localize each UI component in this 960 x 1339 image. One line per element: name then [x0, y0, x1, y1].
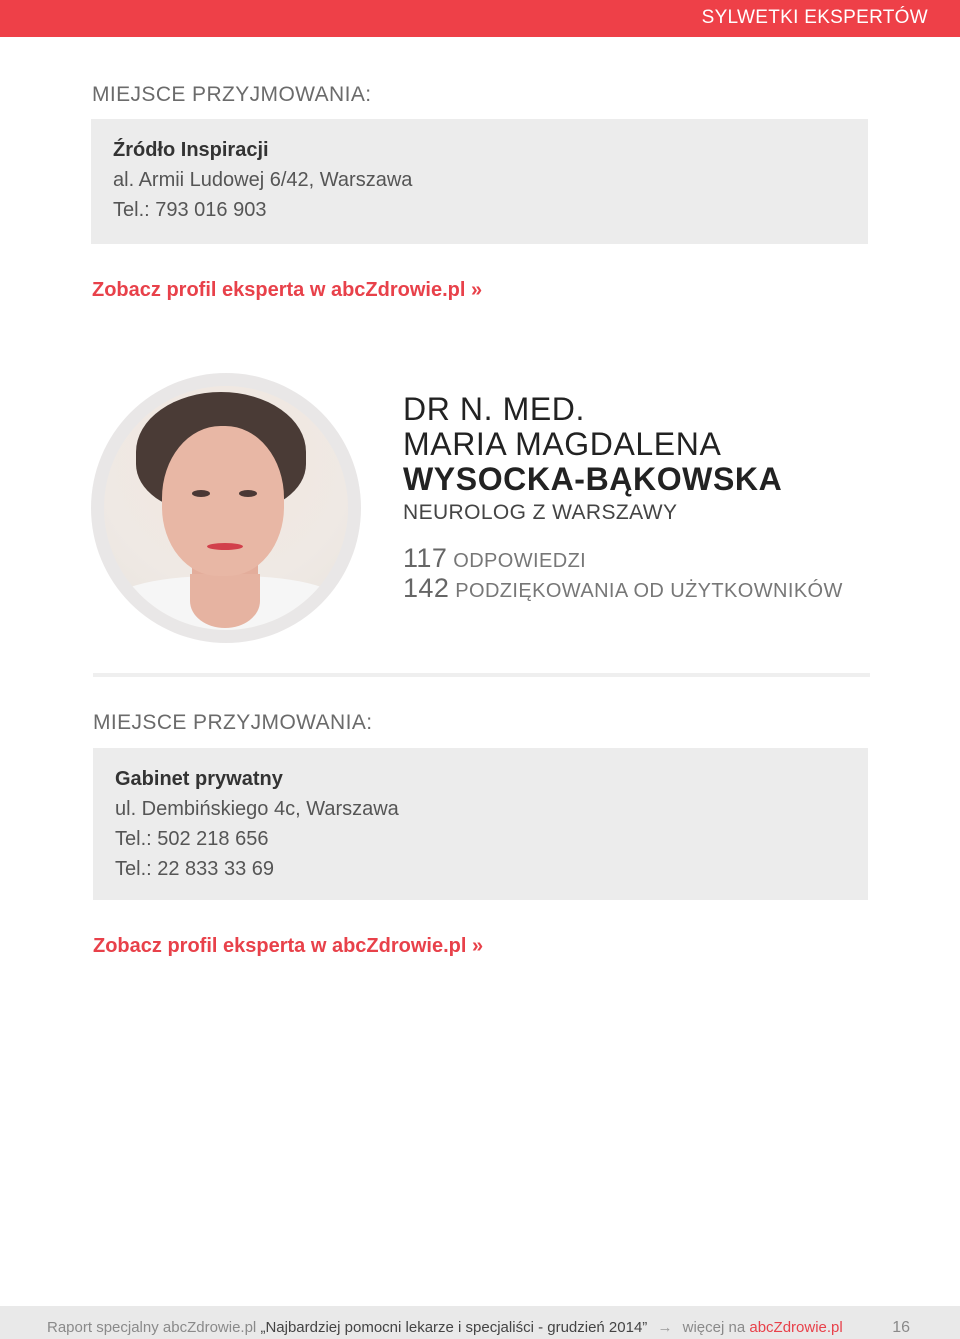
- street-address: al. Armii Ludowej 6/42, Warszawa: [113, 169, 413, 191]
- arrow-right-icon: →: [657, 1319, 673, 1336]
- profile-link[interactable]: Zobacz profil eksperta w abcZdrowie.pl »: [93, 935, 484, 957]
- thanks-label: PODZIĘKOWANIA OD UŻYTKOWNIKÓW: [455, 580, 843, 602]
- footer-text: [47, 1319, 843, 1336]
- profile-link[interactable]: Zobacz profil eksperta w abcZdrowie.pl »: [92, 279, 483, 301]
- surname: WYSOCKA-BĄKOWSKA: [403, 461, 783, 497]
- phone-number: Tel.: 502 218 656: [115, 828, 269, 850]
- more-prefix: więcej na: [682, 1319, 746, 1336]
- page-footer: [0, 1306, 960, 1339]
- academic-title: DR N. MED.: [403, 391, 585, 427]
- practice-name: Gabinet prywatny: [115, 768, 283, 790]
- phone-number: Tel.: 22 833 33 69: [115, 858, 275, 880]
- specialty: NEUROLOG Z WARSZAWY: [403, 501, 678, 524]
- thanks-stat: [403, 573, 843, 604]
- location-label: MIEJSCE PRZYJMOWANIA:: [92, 83, 372, 106]
- page-number: 16: [892, 1319, 910, 1336]
- answers-count: 117: [403, 543, 448, 573]
- section-title: SYLWETKI EKSPERTÓW: [701, 7, 928, 28]
- footer-prefix: Raport specjalny abcZdrowie.pl: [47, 1319, 257, 1336]
- practice-name: Źródło Inspiracji: [113, 139, 269, 161]
- street-address: ul. Dembińskiego 4c, Warszawa: [115, 798, 399, 820]
- answers-label: ODPOWIEDZI: [453, 550, 587, 572]
- footer-site-link[interactable]: abcZdrowie.pl: [749, 1319, 843, 1336]
- expert-photo: [104, 386, 348, 630]
- phone-number: Tel.: 793 016 903: [113, 199, 267, 221]
- address-box: [93, 748, 868, 900]
- expert-name: [403, 392, 782, 497]
- answers-stat: [403, 543, 586, 574]
- thanks-count: 142: [403, 573, 450, 603]
- section-divider: [93, 673, 870, 677]
- address-box: [91, 119, 868, 244]
- first-names: MARIA MAGDALENA: [403, 426, 722, 462]
- report-title: „Najbardziej pomocni lekarze i specjaliści - grudzień 2014”: [260, 1319, 648, 1336]
- location-label: MIEJSCE PRZYJMOWANIA:: [93, 711, 373, 734]
- top-header-bar: [0, 0, 960, 37]
